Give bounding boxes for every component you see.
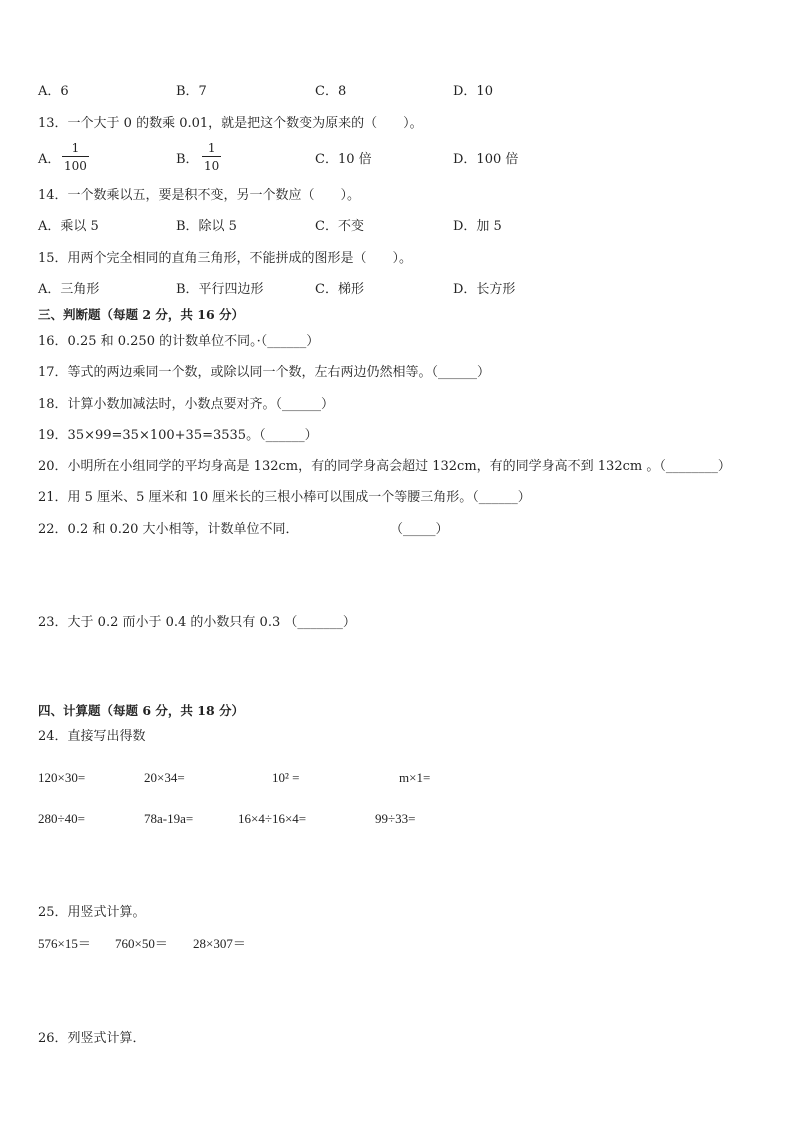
fraction-denominator: 10 — [204, 159, 220, 173]
q15-option-b: B．平行四边形 — [176, 282, 264, 297]
q24-stem: 24．直接写出得数 — [38, 729, 146, 744]
q12-option-b: B．7 — [176, 84, 207, 99]
judge-item-22-blank: （_____） — [390, 522, 449, 537]
judge-item-16: 16．0.25 和 0.250 的计数单位不同。·（______） — [38, 334, 320, 349]
q14-option-a: A．乘以 5 — [38, 219, 99, 234]
q24-expr: 10² = — [272, 770, 300, 785]
judge-item-23: 23．大于 0.2 而小于 0.4 的小数只有 0.3 （_______） — [38, 615, 356, 630]
q15-option-d: D．长方形 — [453, 282, 516, 297]
q13-option-b-fraction — [202, 142, 221, 172]
q13-option-d: D．100 倍 — [453, 152, 519, 167]
judge-item-19: 19．35×99=35×100+35=3535。（______） — [38, 428, 318, 443]
q24-expr: 280÷40= — [38, 811, 85, 826]
q12-option-c: C．8 — [315, 84, 347, 99]
q24-expr: 16×4÷16×4= — [238, 811, 307, 826]
judge-item-18: 18．计算小数加减法时，小数点要对齐。（______） — [38, 397, 335, 412]
q14-option-d: D．加 5 — [453, 219, 502, 234]
q14-stem: 14．一个数乘以五，要是积不变，另一个数应（ ）。 — [38, 188, 361, 203]
judge-item-17: 17．等式的两边乘同一个数，或除以同一个数，左右两边仍然相等。（______） — [38, 365, 491, 380]
q13-option-c: C．10 倍 — [315, 152, 372, 167]
q15-stem: 15．用两个完全相同的直角三角形，不能拼成的图形是（ ）。 — [38, 251, 413, 266]
judge-item-22: 22．0.2 和 0.20 大小相等，计数单位不同． — [38, 522, 299, 537]
q24-expr: 20×34= — [144, 770, 185, 785]
q12-option-a: A．6 — [38, 84, 69, 99]
q15-option-a: A．三角形 — [38, 282, 100, 297]
q25-expr: 760×50＝ — [115, 936, 168, 951]
q26-stem: 26．列竖式计算． — [38, 1031, 146, 1046]
q13-option-a-label: A． — [38, 152, 61, 167]
q13-option-a-fraction — [62, 142, 89, 172]
q13-option-b-label: B． — [176, 152, 199, 167]
fraction-numerator: 1 — [207, 141, 216, 155]
q24-expr: m×1= — [399, 770, 431, 785]
q14-option-b: B．除以 5 — [176, 219, 237, 234]
judge-item-20: 20．小明所在小组同学的平均身高是 132cm，有的同学身高会超过 132cm，有的同学身高不到 132cm 。（________） — [38, 459, 731, 474]
q24-expr: 99÷33= — [375, 811, 416, 826]
fraction-denominator: 100 — [64, 159, 87, 173]
q24-expr: 120×30= — [38, 770, 86, 785]
q25-stem: 25．用竖式计算。 — [38, 905, 146, 920]
q25-expr: 576×15＝ — [38, 936, 91, 951]
q14-option-c: C．不变 — [315, 219, 364, 234]
section-judge-heading: 三、判断题（每题 2 分，共 16 分） — [38, 307, 245, 322]
judge-item-21: 21．用 5 厘米、5 厘米和 10 厘米长的三根小棒可以围成一个等腰三角形。（______） — [38, 490, 531, 505]
fraction-numerator: 1 — [71, 141, 80, 155]
q24-expr: 78a-19a= — [144, 811, 194, 826]
q13-stem: 13．一个大于 0 的数乘 0.01，就是把这个数变为原来的（ ）。 — [38, 116, 423, 131]
q15-option-c: C．梯形 — [315, 282, 364, 297]
q25-expr: 28×307＝ — [193, 936, 246, 951]
q12-option-d: D．10 — [453, 84, 493, 99]
section-calc-heading: 四、计算题（每题 6 分，共 18 分） — [38, 703, 245, 718]
